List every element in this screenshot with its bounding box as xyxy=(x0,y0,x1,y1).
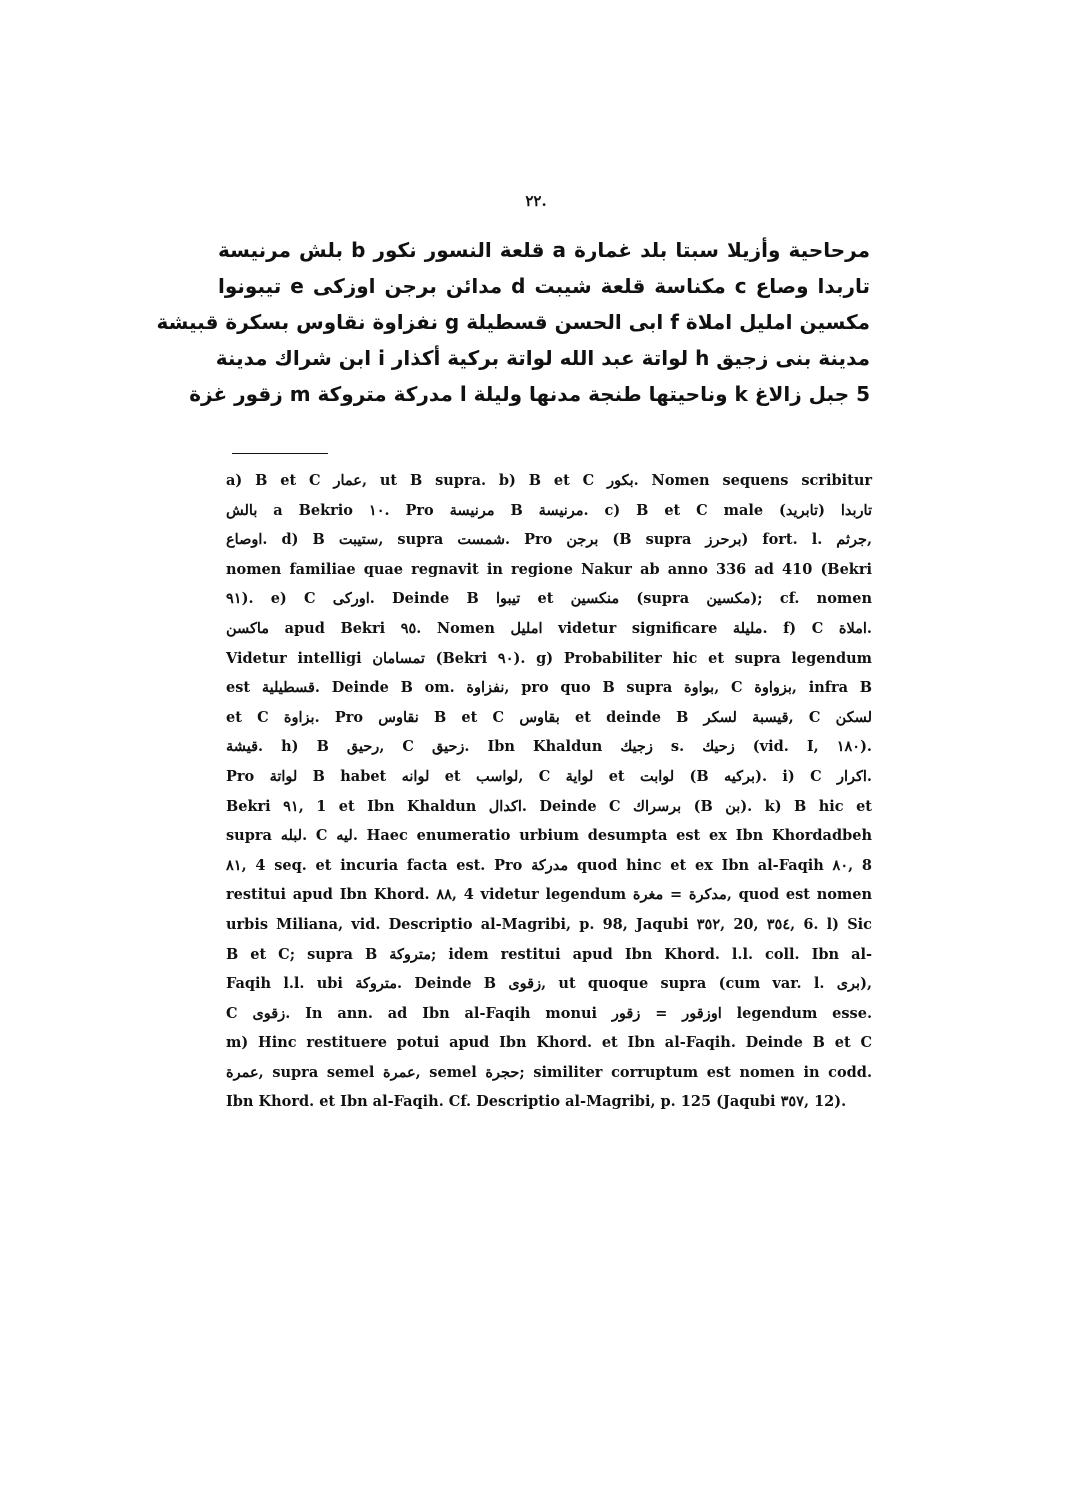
footnote-line: restitui apud Ibn Khord. ٨٨, 4 videtur legendum مدكرة = مغرة, quod est nomen xyxy=(226,886,873,904)
footnote-line: C زقوى. In ann. ad Ibn al-Faqih monui اوزقور = زقور legendum esse. xyxy=(226,1004,872,1022)
footnote-line: Pro لواتة B habet لوانه et لواسب, C لواية et لوابت (B بركيه). i) C اكرار. xyxy=(226,767,872,785)
footnote-line: ٩١). e) C اورکی. Deinde B تيبوا et منكسين (supra مكسين); cf. nomen xyxy=(226,590,872,608)
page-number: ۲۲. xyxy=(525,192,547,210)
arabic-line: 5 جبل زالاغ k وناحيتها طنجة مدنها وليلة l مدركة متروكة m زقور غزة xyxy=(189,382,870,406)
footnote-line: urbis Milianа, vid. Descriptio al-Magribi, p. 98, Jaqubi ٣٥٢, 20, ٣٥٤, 6. l) Sic xyxy=(226,915,872,933)
arabic-text-block xyxy=(156,232,871,412)
footnote-line: بالش a Bekrio ١٠. Pro مرنيسة B مرنيسة. c) B et C male (تابريد) تاربدا xyxy=(226,501,872,519)
arabic-line: مرحاحية وأزيلا سبتا بلد غمارة a قلعة النسور نكور b بلش مرنيسة xyxy=(218,238,870,262)
footnote-line: Ibn Khord. et Ibn al-Faqih. Cf. Descriptio al-Magribi, p. 125 (Jaqubi ٣٥٧, 12). xyxy=(226,1093,847,1111)
arabic-line: مدينة بنى زجيق h لواتة عبد الله لواتة بركية أكذار i ابن شراك مدينة xyxy=(215,346,870,370)
footnotes-block xyxy=(226,466,872,1117)
footnote-line: et C بزاوة. Pro نقاوس B et C بقاوس et deinde B قيسبة لسكر, C لسكن xyxy=(226,708,872,726)
footnote-line: Bekri ٩١, 1 et Ibn Khaldun اكدال. Deinde C برسراك (B بن). k) B hic et xyxy=(226,797,872,815)
footnote-line: m) Hinc restituere potui apud Ibn Khord. et Ibn al-Faqih. Deinde B et C xyxy=(226,1034,872,1052)
arabic-line: تاربدا وصاع c مكناسة قلعة شيبت d مدائن برجن اوزكى e تيبونوا xyxy=(218,274,871,298)
footnote-line: nomen familiae quae regnavit in regione Nakur ab anno 336 ad 410 (Bekri xyxy=(226,560,872,578)
footnote-line: ٨١, 4 seq. et incuria facta est. Pro مدركة quod hinc et ex Ibn al-Faqih ٨٠, 8 xyxy=(226,856,873,874)
footnote-line: اوصاع. d) B ستيبت, supra شمست. Pro برجن (B supra برحرز) fort. l. جرثم, xyxy=(226,531,873,549)
footnote-line: Faqih l.l. ubi متروكة. Deinde B زقوى, ut quoque supra (cum var. l. برى), xyxy=(226,975,872,993)
footnote-line: ماكسن apud Bekri ٩٥. Nomen امليل videtur significare مليلة. f) C املاة. xyxy=(226,619,872,637)
footnote-line: est قسطيلية. Deinde B om. نفزاوة, pro quo B supra بواوة, C بزواوة, infra B xyxy=(226,679,873,697)
footnote-divider xyxy=(232,453,328,454)
footnote-line: a) B et C عمار, ut B supra. b) B et C بكور. Nomen sequens scribitur xyxy=(226,472,873,489)
footnote-line: عمرة, supra semel عمرة, semel حجرة; similiter corruptum est nomen in codd. xyxy=(226,1063,872,1081)
footnote-line: قيشة. h) B رحيق, C زحيق. Ibn Khaldun زجيك s. زحيك (vid. I, ١٨٠). xyxy=(226,738,872,756)
footnote-line: supra لبله. C ليه. Haec enumeratio urbium desumpta est ex Ibn Khordadbeh xyxy=(226,827,873,845)
footnote-line: B et C; supra B متروكة; idem restitui apud Ibn Khord. l.l. coll. Ibn al- xyxy=(226,945,872,963)
footnote-line: Videtur intelligi تمسامان (Bekri ٩٠). g) Probabiliter hic et supra legendum xyxy=(226,649,872,667)
arabic-line: مكسين امليل املاة f ابى الحسن قسطيلة g نفزاوة نقاوس بسكرة قبيشة xyxy=(156,310,870,334)
